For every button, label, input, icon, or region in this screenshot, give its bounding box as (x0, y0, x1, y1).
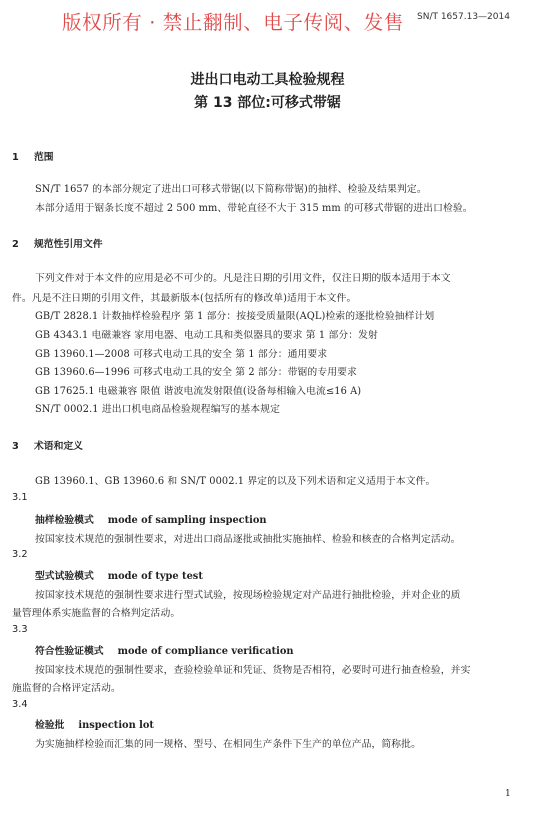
term-definition: 量管理体系实施监督的合格判定活动。 (12, 608, 181, 619)
section-number: 3 (12, 441, 19, 452)
term-number: 3.3 (12, 624, 28, 635)
reference-item: GB 13960.1—2008 可移式电动工具的安全 第 1 部分：通用要求 (35, 349, 328, 360)
term-number: 3.4 (12, 699, 28, 710)
term-english: inspection lot (78, 720, 154, 731)
standard-number: SN/T 1657.13—2014 (417, 12, 510, 22)
reference-item: SN/T 0002.1 进出口机电商品检验规程编写的基本规定 (35, 404, 280, 415)
term-definition: 按国家技术规范的强制性要求进行型式试验，按现场检验规定对产品进行抽批检验，并对企业的质 (35, 590, 461, 601)
scope-paragraph: 本部分适用于锯条长度不超过 2 500 mm、带轮直径不大于 315 mm 的可移式带锯的进出口检验。 (35, 203, 473, 214)
section-heading-normative-references (12, 236, 103, 250)
references-intro: 下列文件对于本文件的应用是必不可少的。凡是注日期的引用文件，仅注日期的版本适用于本文 (35, 273, 451, 284)
term-english: mode of sampling inspection (107, 515, 267, 526)
term-heading (35, 717, 154, 731)
term-definition: 施监督的合格评定活动。 (12, 683, 121, 694)
section-title: 范围 (34, 152, 54, 163)
term-number: 3.1 (12, 492, 28, 503)
document-subtitle: 第 13 部位:可移式带锯 (194, 95, 341, 111)
reference-item: GB 13960.6—1996 可移式电动工具的安全 第 2 部分：带锯的专用要求 (35, 367, 357, 378)
section-number: 1 (12, 152, 19, 163)
term-definition: 按国家技术规范的强制性要求，对进出口商品逐批或抽批实施抽样、检验和核查的合格判定活动。 (35, 534, 461, 545)
document-title: 进出口电动工具检验规程 (190, 72, 345, 88)
term-chinese: 型式试验模式 (35, 571, 94, 582)
term-chinese: 抽样检验模式 (35, 515, 94, 526)
section-heading-scope (12, 149, 54, 163)
terms-intro: GB 13960.1、GB 13960.6 和 SN/T 0002.1 界定的以及下列术语和定义适用于本文件。 (35, 476, 436, 487)
reference-item: GB/T 2828.1 计数抽样检验程序 第 1 部分：按接受质量限(AQL)检索的逐批检验抽样计划 (35, 311, 435, 322)
references-intro: 件。凡是不注日期的引用文件，其最新版本(包括所有的修改单)适用于本文件。 (12, 293, 357, 304)
page-number: 1 (505, 789, 511, 799)
section-title: 术语和定义 (34, 441, 83, 452)
section-title: 规范性引用文件 (34, 239, 103, 250)
term-definition: 为实施抽样检验而汇集的同一规格、型号、在相同生产条件下生产的单位产品，简称批。 (35, 739, 421, 750)
term-chinese: 符合性验证模式 (35, 646, 104, 657)
term-heading (35, 643, 294, 657)
term-chinese: 检验批 (35, 720, 65, 731)
copyright-watermark: 版权所有 · 禁止翻制、电子传阅、发售 (62, 11, 404, 34)
term-english: mode of type test (107, 571, 203, 582)
term-heading (35, 512, 267, 526)
term-number: 3.2 (12, 549, 28, 560)
term-definition: 按国家技术规范的强制性要求，查验检验单证和凭证、货物是否相符，必要时可进行抽查检验，并实 (35, 665, 471, 676)
term-heading (35, 568, 203, 582)
section-heading-terms-definitions (12, 438, 83, 452)
scope-paragraph: SN/T 1657 的本部分规定了进出口可移式带锯(以下简称带锯)的抽样、检验及结果判定。 (35, 184, 427, 195)
section-number: 2 (12, 239, 19, 250)
term-english: mode of compliance verification (117, 646, 294, 657)
reference-item: GB 17625.1 电磁兼容 限值 谐波电流发射限值(设备每相输入电流≤16 A) (35, 386, 362, 397)
reference-item: GB 4343.1 电磁兼容 家用电器、电动工具和类似器具的要求 第 1 部分：发射 (35, 330, 378, 341)
